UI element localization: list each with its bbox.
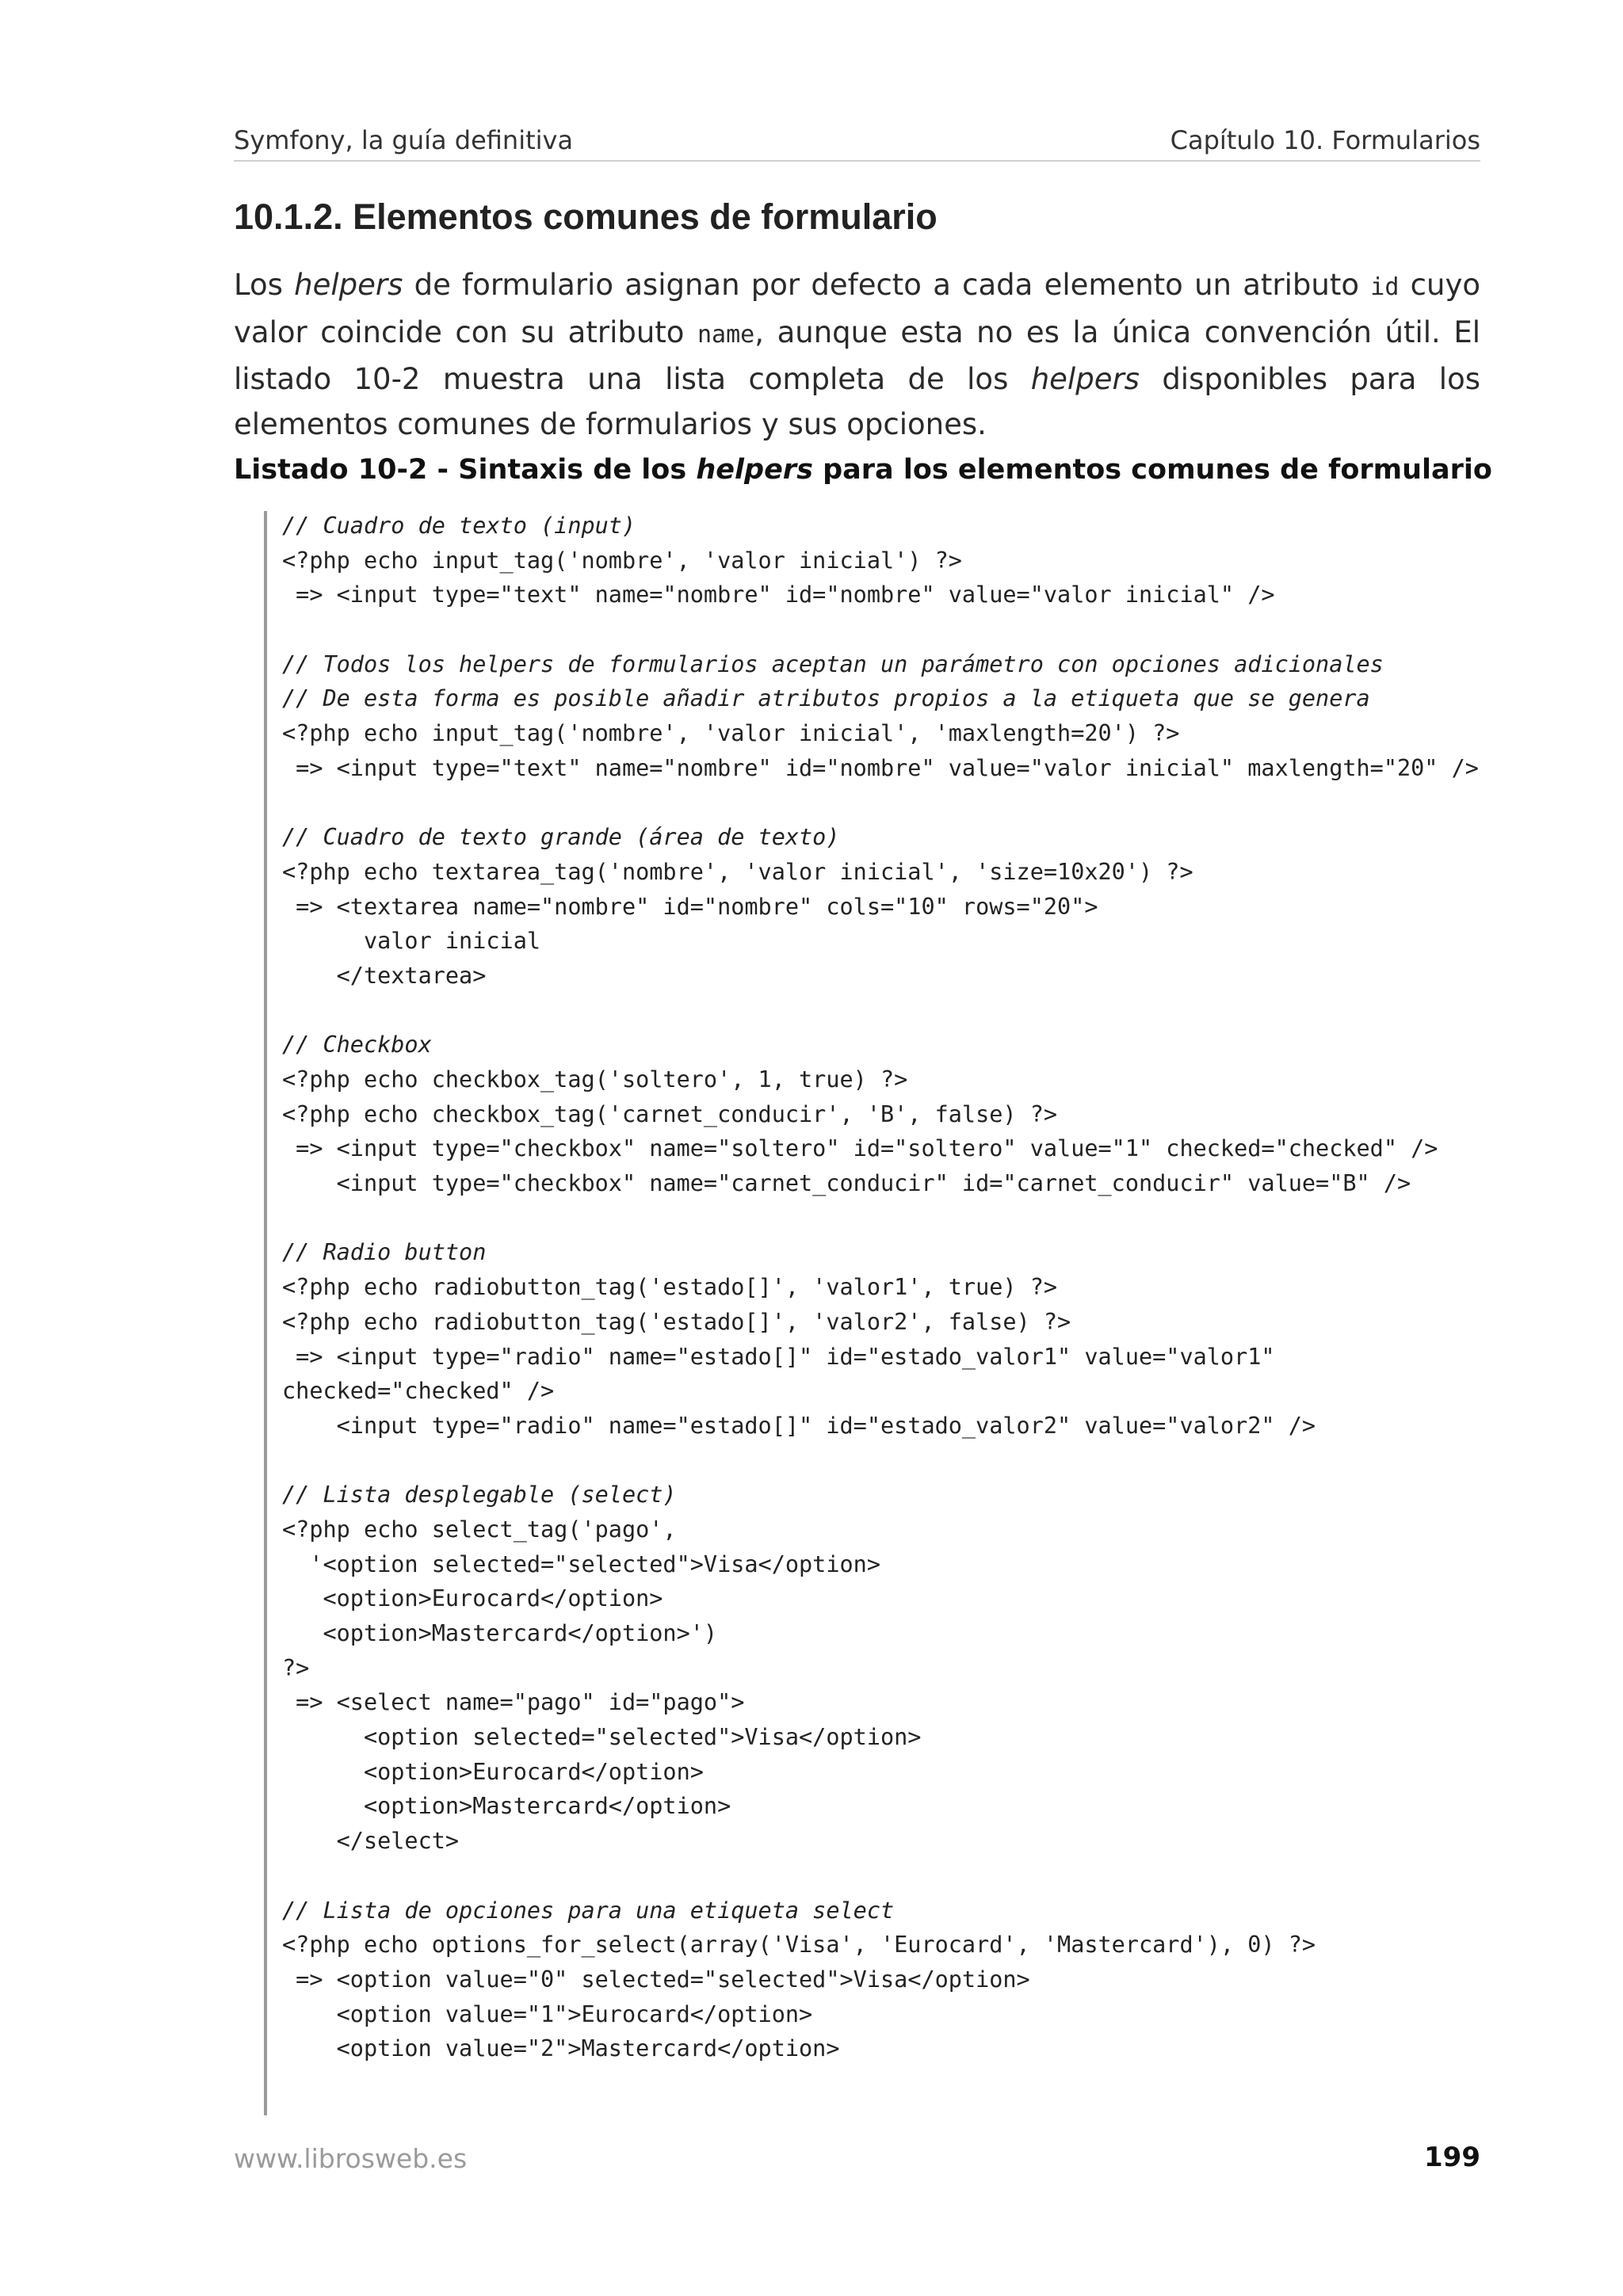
code-line: <?php echo input_tag('nombre', 'valor inicial') ?> bbox=[282, 547, 962, 574]
intro-text: Los bbox=[234, 268, 295, 302]
code-comment-line: // Lista desplegable (select) bbox=[282, 1482, 677, 1508]
code-comment-line: // Checkbox bbox=[282, 1032, 432, 1058]
intro-text: cuyo valor coincide con su atributo bbox=[234, 268, 1481, 349]
code-line: <?php echo input_tag('nombre', 'valor inicial', 'maxlength=20') ?> bbox=[282, 720, 1180, 747]
intro-code-id: id bbox=[1370, 273, 1400, 301]
intro-helpers-term: helpers bbox=[294, 268, 403, 302]
code-listing bbox=[282, 509, 1479, 2066]
code-line: <option>Eurocard</option> bbox=[282, 1585, 663, 1612]
code-line: <?php echo options_for_select(array('Visa', 'Eurocard', 'Mastercard'), 0) ?> bbox=[282, 1932, 1316, 1958]
code-line: <option>Eurocard</option> bbox=[282, 1758, 704, 1785]
code-line bbox=[282, 1444, 1479, 1478]
code-line bbox=[282, 1201, 1479, 1236]
code-comment-line: // De esta forma es posible añadir atributos propios a la etiqueta que se genera bbox=[282, 685, 1370, 712]
code-comment-line: // Radio button bbox=[282, 1239, 487, 1266]
intro-paragraph bbox=[234, 263, 1480, 447]
code-comment-line: // Todos los helpers de formularios aceptan un parámetro con opciones adicionales bbox=[282, 650, 1384, 677]
code-line: <?php echo checkbox_tag('soltero', 1, true) ?> bbox=[282, 1066, 908, 1093]
code-line: <?php echo textarea_tag('nombre', 'valor inicial', 'size=10x20') ?> bbox=[282, 858, 1193, 885]
code-line: => <input type="text" name="nombre" id="nombre" value="valor inicial" maxlength="20" /> bbox=[282, 754, 1479, 781]
footer-url: www.librosweb.es bbox=[234, 2143, 468, 2174]
code-line: <option>Mastercard</option>') bbox=[282, 1620, 718, 1646]
code-line bbox=[282, 612, 1479, 647]
code-line: => <select name="pago" id="pago"> bbox=[282, 1689, 745, 1716]
code-line: <option value="2">Mastercard</option> bbox=[282, 2035, 840, 2062]
running-header bbox=[234, 119, 1480, 162]
code-line: => <option value="0" selected="selected">Visa</option> bbox=[282, 1966, 1030, 1993]
code-line: => <textarea name="nombre" id="nombre" cols="10" rows="20"> bbox=[282, 893, 1098, 920]
code-line: <?php echo radiobutton_tag('estado[]', 'valor2', false) ?> bbox=[282, 1308, 1071, 1335]
code-line: <option value="1">Eurocard</option> bbox=[282, 2000, 813, 2027]
code-line: <input type="checkbox" name="carnet_conducir" id="carnet_conducir" value="B" /> bbox=[282, 1170, 1411, 1197]
code-comment-line: // Cuadro de texto (input) bbox=[282, 513, 636, 539]
code-line: '<option selected="selected">Visa</option> bbox=[282, 1550, 880, 1577]
code-line bbox=[282, 786, 1479, 821]
caption-text: para los elementos comunes de formulario bbox=[812, 454, 1492, 486]
section-title: 10.1.2. Elementos comunes de formulario bbox=[234, 196, 938, 237]
intro-text: disponibles para los elementos comunes de formularios y sus opciones. bbox=[234, 362, 1480, 441]
code-line: </select> bbox=[282, 1828, 460, 1855]
code-line: <?php echo select_tag('pago', bbox=[282, 1516, 677, 1543]
page-number: 199 bbox=[1424, 2142, 1480, 2173]
intro-code-name: name bbox=[697, 320, 755, 349]
code-line: => <input type="checkbox" name="soltero" id="soltero" value="1" checked="checked" /> bbox=[282, 1135, 1438, 1162]
caption-text: Listado 10-2 - Sintaxis de los bbox=[234, 454, 697, 486]
caption-helpers-term: helpers bbox=[696, 454, 813, 486]
intro-text: de formulario asignan por defecto a cada elemento un atributo bbox=[403, 268, 1371, 302]
code-line: <input type="radio" name="estado[]" id="estado_valor2" value="valor2" /> bbox=[282, 1412, 1316, 1439]
intro-text: , aunque esta no es la única convención útil. El listado 10-2 muestra una lista completa de los bbox=[234, 315, 1481, 396]
code-line: => <input type="text" name="nombre" id="nombre" value="valor inicial" /> bbox=[282, 582, 1275, 608]
book-title: Symfony, la guía definitiva bbox=[234, 125, 574, 155]
code-line: <?php echo checkbox_tag('carnet_conducir', 'B', false) ?> bbox=[282, 1100, 1058, 1127]
code-comment-line: // Cuadro de texto grande (área de texto) bbox=[282, 824, 840, 851]
listing-caption bbox=[234, 454, 1492, 486]
code-line: valor inicial bbox=[282, 928, 541, 955]
code-line bbox=[282, 1859, 1479, 1894]
code-line: </textarea> bbox=[282, 962, 487, 989]
code-line: <?php echo radiobutton_tag('estado[]', 'valor1', true) ?> bbox=[282, 1274, 1058, 1301]
code-comment-line: // Lista de opciones para una etiqueta select bbox=[282, 1897, 895, 1924]
intro-helpers-term: helpers bbox=[1030, 362, 1140, 396]
code-line bbox=[282, 994, 1479, 1028]
code-line: <option>Mastercard</option> bbox=[282, 1793, 731, 1820]
chapter-title: Capítulo 10. Formularios bbox=[1170, 125, 1480, 155]
code-block-border bbox=[264, 511, 267, 2115]
code-line: => <input type="radio" name="estado[]" id="estado_valor1" value="valor1" bbox=[282, 1343, 1275, 1370]
code-line: ?> bbox=[282, 1654, 310, 1681]
code-line: <option selected="selected">Visa</option> bbox=[282, 1724, 922, 1751]
code-line: checked="checked" /> bbox=[282, 1378, 555, 1405]
